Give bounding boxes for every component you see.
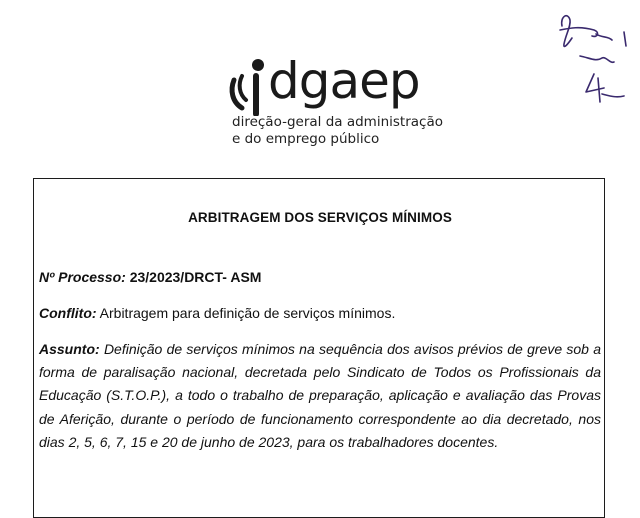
assunto-line-1 [39,338,601,361]
logo-subtitle-line-1: direção-geral da administração [232,114,443,130]
assunto-text-1: Definição de serviços mínimos na sequência dos avisos prévios de greve sob a [103,341,601,357]
assunto-label: Assunto: [39,341,100,357]
processo-label: Nº Processo: [39,269,126,285]
conflito-value: Arbitragem para definição de serviços mínimos. [99,305,396,321]
conflito-row [39,302,395,324]
assunto-line-2: forma de paralisação nacional, decretada pelo Sindicato de Todos os Profissionais da [39,364,601,381]
assunto-paragraph [39,338,601,454]
assunto-line-4: de Aferição, durante o período de funcionamento correspondente ao dia decretado, nos [39,410,601,427]
processo-row [39,266,261,288]
handwritten-signature [540,4,640,114]
document-title: ARBITRAGEM DOS SERVIÇOS MÍNIMOS [188,210,452,225]
logo-wordmark: dgaep [268,52,420,110]
dgaep-logo [228,52,448,152]
assunto-line-3: Educação (S.T.O.P.), a todo o trabalho de preparação, aplicação e avaliação das Provas [39,387,601,404]
assunto-line-5: dias 2, 5, 6, 7, 15 e 20 de junho de 2023, para os trabalhadores docentes. [39,433,499,450]
conflito-label: Conflito: [39,305,97,321]
logo-subtitle [232,114,443,148]
processo-value: 23/2023/DRCT- ASM [129,269,262,285]
logo-figure-icon [228,56,270,116]
logo-subtitle-line-2: e do emprego público [232,131,380,147]
